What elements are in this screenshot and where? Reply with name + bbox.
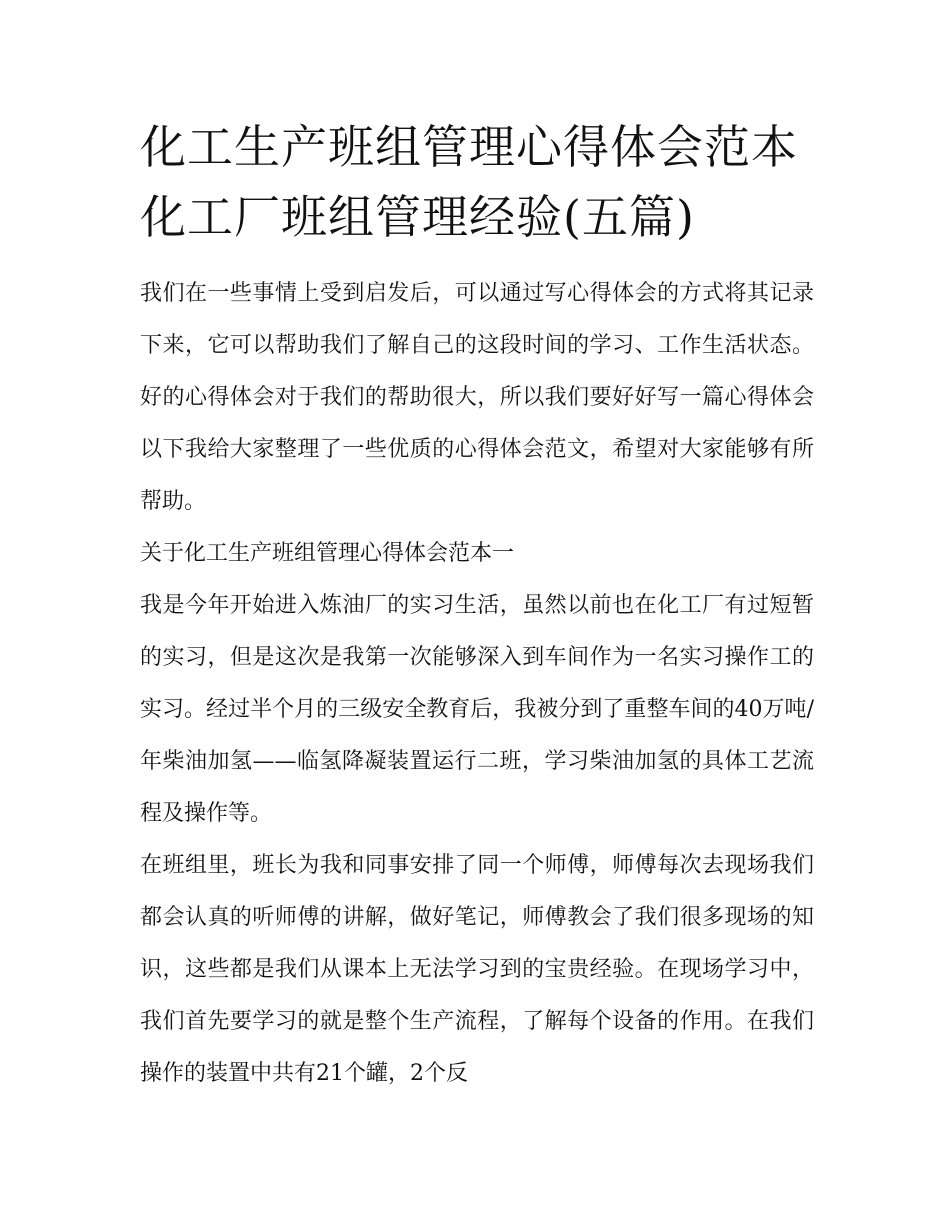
document-body [140, 112, 814, 1100]
body-paragraph: 在班组里，班长为我和同事安排了同一个师傅，师傅每次去现场我们都会认真的听师傅的讲解，做好笔记，师傅教会了我们很多现场的知识，这些都是我们从课本上无法学习到的宝贵经验。在现场学习中，我们首先要学习的就是整个生产流程，了解每个设备的作用。在我们操作的装置中共有21个罐，2个反 [140, 853, 814, 1086]
document-title: 化工生产班组管理心得体会范本 化工厂班组管理经验(五篇) [140, 120, 798, 244]
intro-paragraph: 我们在一些事情上受到启发后，可以通过写心得体会的方式将其记录下来，它可以帮助我们了解自己的这段时间的学习、工作生活状态。好的心得体会对于我们的帮助很大，所以我们要好好写一篇心得体会以下我给大家整理了一些优质的心得体会范文，希望对大家能够有所帮助。 [140, 281, 814, 514]
body-paragraph: 我是今年开始进入炼油厂的实习生活，虽然以前也在化工厂有过短暂的实习，但是这次是我第一次能够深入到车间作为一名实习操作工的实习。经过半个月的三级安全教育后，我被分到了重整车间的40万吨/年柴油加氢——临氢降凝装置运行二班，学习柴油加氢的具体工艺流程及操作等。 [140, 593, 814, 826]
section-heading: 关于化工生产班组管理心得体会范本一 [140, 541, 515, 566]
